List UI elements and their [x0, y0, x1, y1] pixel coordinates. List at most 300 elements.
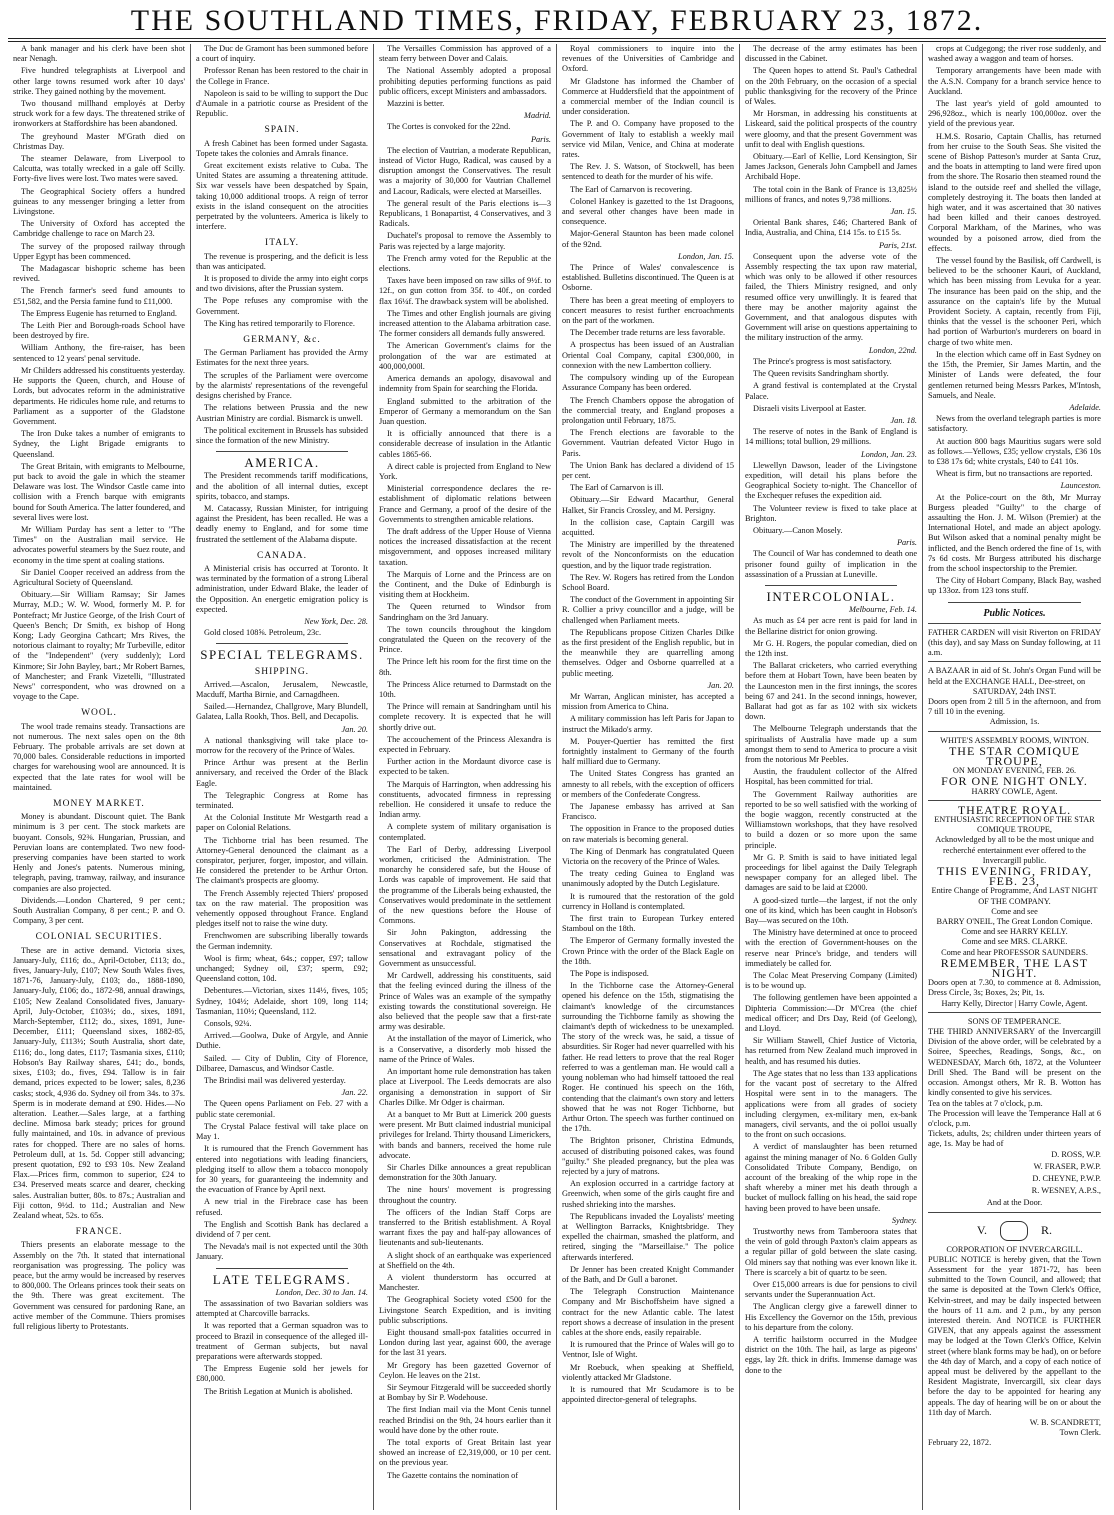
paragraph: Eight thousand small-pox fatalities occurred in London during last year, against 600, the average for the last 31 years.: [379, 1327, 551, 1358]
paragraph: The opposition in France to the proposed duties on raw materials is becoming general.: [562, 824, 734, 844]
notice-admission: Admission, 1s.: [989, 717, 1040, 727]
colonial-heading: COLONIAL SECURITIES.: [35, 932, 163, 943]
public-notices-heading: Public Notices.: [983, 607, 1046, 619]
paragraph: Two thousand millhand employés at Derby struck work for a few days. The threatened strike of ironworkers at Staffordshire has been abandoned.: [13, 99, 185, 129]
paragraph: Mr Warran, Anglican minister, has accepted a mission from America to China.: [562, 691, 734, 712]
paragraph: R. WESNEY, A.P.S.,: [1031, 1186, 1101, 1196]
column-5: [740, 44, 923, 1510]
france-cont: [196, 44, 368, 119]
paragraph: M. Catacassy, Russian Minister, for intriguing against the President, has been recalled. He was a deadly enemy to England, and for some time frustrated the settlement of the Alabama dispute.: [196, 503, 368, 544]
paragraph: The British Legation at Munich is abolished.: [204, 1386, 353, 1396]
jan15-dateline: Jan. 15.: [890, 207, 917, 217]
paragraph: A complete system of military organisation is contemplated.: [379, 822, 551, 842]
paragraph: Frenchwomen are subscribing liberally towards the German indemnity.: [196, 931, 368, 951]
paragraph: The Leith Pier and Borough-roads School have been destroyed by fire.: [13, 321, 185, 341]
paragraph: The Brighton prisoner, Christina Edmunds, accused of distributing poisoned cakes, was found "guilty." She pleaded pregnancy, but the plea was rejected by a jury of matrons.: [562, 1136, 734, 1176]
paragraph: Dr Jenner has been created Knight Commander of the Bath, and Dr Gull a baronet.: [562, 1264, 734, 1284]
paragraph: The Prince of Wales' convalescence is established. Bulletins discontinued. The Queen is at Osborne.: [562, 263, 734, 293]
italy-heading: ITALY.: [265, 238, 299, 249]
paragraph: The Earl of Carnarvon is recovering.: [570, 184, 693, 194]
paragraph: The Japanese embassy has arrived at San Francisco.: [562, 802, 734, 822]
paragraph: The French army voted for the Republic at the elections.: [379, 253, 551, 274]
paragraph: The draft address of the Upper House of Vienna notices the increased dissatisfaction at the recent misgovernment, and opposes increased military taxation.: [379, 526, 551, 567]
paragraph: H.M.S. Rosario, Captain Challis, has returned from her cruise to the South Seas. She visited the scene of Bishop Patteson's murder at Santa Cruz, and the boats in attempting to land were fired upon from the shore. The Rosario then steamed round the island to the outside reef and shelled the village, completely destroying it. The boats then landed at high water, and it was ascertained that 30 natives had been killed and their canoes destroyed. Corporal Markham, of the Marines, who was wounded by a poisoned arrow, died from the effects.: [928, 131, 1101, 253]
paragraph: Taxes have been imposed on raw silks of 9½f. to 12f., on gun cotton from 35f. to 40f., on corded flax 16¼f. The drawback system will be abolished.: [379, 276, 551, 306]
column-2: [191, 44, 374, 1510]
crest: [928, 1221, 1101, 1241]
paragraph: Obituary.—Earl of Kellie, Lord Kensington, Sir James Jackson, Generals John Campbell and James Archibald Hope.: [745, 152, 917, 182]
paragraph: It is rumoured that the Prince of Wales will go to Ventnor, Isle of Wight.: [562, 1340, 734, 1360]
paragraph: Mr G. P. Smith is said to have initiated legal proceedings for libel against the Daily Telegraph newspaper company for an alleged libel. The damages are said to be laid at £2000.: [745, 852, 917, 893]
paragraph: At the Colonial Institute Mr Westgarth read a paper on Colonial Relations.: [196, 813, 368, 833]
paragraph: Mr Gladstone has informed the Chamber of Commerce at Huddersfield that the appointment of a commercial member of the Indian council is under consideration.: [562, 76, 734, 117]
melbourne-items: [745, 616, 917, 1213]
paragraph: The town councils throughout the kingdom congratulated the Queen on the recovery of the Prince.: [379, 624, 551, 655]
theatre-saunders: Come and hear PROFESSOR SAUNDERS.: [941, 947, 1088, 957]
signature: W. B. SCANDRETT,: [1029, 1417, 1101, 1427]
paragraph: The Empress Eugenie sold her jewels for £80,000.: [196, 1364, 368, 1384]
paragraph: A prospectus has been issued of an Australian Oriental Coal Company, capital £300,000, in connexion with the new Lambertton colliery.: [562, 340, 734, 370]
paragraph: The Colac Meat Preserving Company (Limited) is to be wound up.: [745, 971, 917, 991]
col5-items: [745, 44, 917, 205]
paragraph: Obituary.—Sir William Ramsay; Sir James Murray, M.D.; W. W. Wood, formerly M. P. for Pontefract; Mr Justice George, of the Irish Court of Queen's Bench; Dr Smith, ex bishop of Hong Kong; Lady Georgina Cathcart; Mrs Rives, the notorious claimant to royalty; Mr Turbeville, editor of the "Independent" (very suddenly); Lord Kinmore; Sir John Bayley, bart.; Mr Robert Barnes, of Manchester; and Frank Vizetelli, "Illustrated News" correspondent, who was drowned on a voyage to the Cape.: [13, 590, 185, 702]
paragraph: At auction 800 bags Mauritius sugars were sold as follows.—Yellows, £35; yellow crystals, £36 10s to £38 17s 6d; white crystals, £40 to £41 10s.: [928, 436, 1101, 466]
paragraph: Trustworthy news from Tamberoora states that the vein of gold through Paxton's claim appears as a regular pillar of gold between the slate casing. Old miners say that nothing was ever known like it. There is scarcely a bit of quartz to be seen.: [745, 1226, 917, 1277]
notice-doors: Doors open from 2 till 5 in the afternoon, and from 7 till 10 in the evening.: [928, 696, 1101, 717]
paragraph: The Age states that no less than 133 applications for the vacant post of secretary to the Alfred Hospital were sent in to the managers. The applications were from all grades of society including clergymen, ex-military men, ex-bank managers, civil servants, and the oi polloi usually to the front on such occasions.: [745, 1068, 917, 1140]
paragraph: Professor Renan has been restored to the chair in the College in France.: [196, 66, 368, 86]
paris-dateline: Paris.: [530, 134, 551, 144]
london23-dateline: London, Jan. 23.: [860, 449, 917, 459]
paragraph: The general result of the Paris elections is—3 Republicans, 1 Bonapartist, 4 Conservatives, and 3 Radicals.: [379, 198, 551, 229]
paragraph: The American Government's claims for the prolongation of the war are estimated at 400,000,000l.: [379, 341, 551, 371]
temperance-heading: SONS OF TEMPERANCE.: [967, 1016, 1062, 1026]
jan20-dateline: Jan. 20.: [707, 680, 734, 690]
madrid-dateline: Madrid.: [524, 111, 551, 121]
money-heading: MONEY MARKET.: [53, 799, 145, 810]
masthead: THE SOUTHLAND TIMES, FRIDAY, FEBRUARY 23, 1872.: [130, 4, 984, 37]
col4-items2: [562, 263, 734, 679]
paragraph: The compulsory winding up of the European Assurance Company has been ordered.: [562, 373, 734, 393]
paragraph: Sir Daniel Cooper received an address from the Agricultural Society of Queensland.: [13, 567, 185, 587]
shipping-text: [196, 680, 368, 723]
paragraph: The English and Scottish Bank has declared a dividend of 7 per cent.: [196, 1219, 368, 1239]
notice-father-carden: [928, 623, 1101, 662]
paragraph: Colonel Hankey is gazetted to the 1st Dragoons, and several other changes have been made in consequence.: [562, 196, 734, 227]
paragraph: The Duc de Gramont has been summoned before a court of inquiry.: [196, 44, 368, 64]
paragraph: Austin, the fraudulent collector of the Alfred Hospital, has been committed for trial.: [745, 767, 917, 787]
intercolonial-heading: INTERCOLONIAL.: [766, 588, 896, 604]
paragraph: A terrific hailstorm occurred in the Mudgee district on the 10th. The hail, as large as pigeons' eggs, lay 2ft. thick in drifts. Immense damage was done to the: [745, 1334, 917, 1375]
col4-items: [562, 44, 734, 250]
divider: [765, 585, 897, 586]
theatre-doors: Doors open at 7.30, to commence at 8. Admission, Dress Circle, 3s; Boxes, 2s; Pit, 1s.: [928, 978, 1101, 998]
paragraph: The scruples of the Parliament were overcome by the alarmists' representations of the revengeful designs cherished by France.: [196, 370, 368, 401]
col4-items3: [562, 692, 734, 1405]
paragraph: In the Tichborne case the Attorney-General opened his defence on the 15th, stigmatising the claimant's knowledge of the circumstances surrounding the Tichborne family as showing the claimant's depth of wickedness to be unexampled. The story of the wreck was, he said, a tissue of absurdities. Sir Roger had never quarrelled with his father. He read letters to prove that the real Roger referred to was a gentleman man. He would call a young nobleman who had himself tattooed the real Roger. He continued his speech on the 16th, contending that the claimant's own story and letters showed that he was not Roger Tichborne, but Arthur Orton. The speech was further continued on the 17th.: [562, 981, 734, 1134]
london23-items: [745, 461, 917, 536]
paragraph: Disraeli visits Liverpool at Easter.: [753, 403, 867, 413]
paris-last-dateline: Paris.: [896, 538, 917, 548]
london-jan15-dateline: London, Jan. 15.: [677, 251, 734, 261]
paragraph: The Prince's progress is most satisfactory.: [753, 356, 892, 366]
paragraph: It is rumoured that the French Government has entered into negotiations with leading financiers, pledging itself to allow them a tobacco monopoly for 30 years, for guaranteeing the indemnity and the evacuation of France by April next.: [196, 1144, 368, 1195]
shipping-heading: SHIPPING.: [254, 666, 310, 677]
notice-theatre-royal: [928, 800, 1101, 1012]
spain-text: [196, 139, 368, 233]
paragraph: The Ministry are imperilled by the threatened revolt of the Nonconformists on the education question, and by the liquor trade registration.: [562, 540, 734, 570]
paragraph: Ministerial correspondence declares the re-establishment of diplomatic relations between France and Germany, a proof of the desire of the Governments to strengthen amicable relations.: [379, 484, 551, 524]
paragraph: An explosion occurred in a cartridge factory at Greenwich, when some of the girls caught fire and rushed shrieking into the marshes.: [562, 1179, 734, 1209]
paragraph: The officers of the Indian Staff Corps are transferred to the British establishment. A Royal warrant fixes the pay and half-pay allowances of lieutenants and sub-lieutenants.: [379, 1207, 551, 1248]
paragraph: Great excitement exists relative to Cuba. The United States are assuming a threatening attitude. Six war vessels have been despatched by Spain, taking 10,000 additional troops. A reign of terror exists in the island consequent on the atrocities perpetrated by the volunteers. America is likely to interfere.: [196, 161, 368, 232]
paragraph: The Emperor of Germany formally invested the Crown Prince with the order of the Black Eagle on the 18th.: [562, 936, 734, 966]
theatre-director: Harry Kelly, Director | Harry Cowle, Agent.: [941, 998, 1088, 1008]
paragraph: The Ministry have determined at once to proceed with the erection of Government-houses on the reserve near Prince's bridge, and tenders will immediately be called for.: [745, 928, 917, 968]
paragraph: The King has retired temporarily to Florence.: [204, 318, 355, 328]
paragraph: There has been a great meeting of employers to concert measures to resist further encroachments on the part of the workmen.: [562, 295, 734, 326]
madrid-text: The Cortes is convoked for the 22nd.: [387, 122, 511, 132]
paragraph: The Telegraphic Congress at Rome has terminated.: [196, 790, 368, 810]
paragraph: Five hundred telegraphists at Liverpool and other large towns resumed work after 10 days' strike. They gained nothing by the movement.: [13, 66, 185, 96]
paragraph: Mr William Purday has sent a letter to "The Times" on the Australian mail service. He advocates powerful steamers by the Suez route, and economy in the time spent at coaling stations.: [13, 524, 185, 565]
launceston-text: At the Police-court on the 8th, Mr Murray Burgess pleaded "Guilty" to the charge of assaulting the Hon. J. M. Wilson (Premier) at the International Hotel, and made an abject apology. But Wilson asked that a nominal penalty might be inflicted, and the Bench ordered the fine of 1s, with 7s 6d costs. Mr Burgess attributed his discharge from the school inspectorship to the Premier.: [928, 492, 1101, 573]
paragraph: The Crystal Palace festival will take place on May 1.: [196, 1121, 368, 1142]
paragraph: The Geographical Society offers a hundred guineas to any messenger bringing a letter from Livingstone.: [13, 186, 185, 217]
paragraph: The P. and O. Company have proposed to the Government of Italy to establish a weekly mail service vid Milan, Venice, and China at moderate rates.: [562, 119, 734, 160]
paragraph: The Marquis of Harrington, when addressing his constituents, advocated firmness in repressing rebellion. He considered it unsafe to reduce the Indian army.: [379, 779, 551, 820]
paragraph: The vessel found by the Basilisk, off Cardwell, is believed to be the schooner Kauri, of Auckland, which has been missing from Levuka for a year. The insurance has been paid on the ship, and the assurance on the captain's life by the Mutual Provident Society. A captain, recently from Fiji, thinks that the vessel is the schooner Peri, which had portion of Warburton's murderers on board in charge of two white men.: [928, 256, 1101, 347]
paragraph: The French Assembly rejected Thiers' proposed tax on the raw material. The proposition was vehemently opposed throughout France. England pledges itself not to raise the wine duty.: [196, 888, 368, 929]
italy-text: [196, 252, 368, 329]
paragraph: Mr Roebuck, when speaking at Sheffield, violently attacked Mr Gladstone.: [562, 1362, 734, 1382]
paragraph: The Princess Alice returned to Darmstadt on the 10th.: [379, 679, 551, 699]
paragraph: England submitted to the arbitration of the Emperor of Germany a memorandum on the San Juan question.: [379, 396, 551, 426]
paragraph: Sir Charles Dilke announces a great republican demonstration for the 30th January.: [379, 1162, 551, 1183]
spain-heading: SPAIN.: [264, 125, 300, 136]
paragraph: The Madagascar bishopric scheme has been revived.: [13, 264, 185, 284]
paragraph: Dividends.—London Chartered, 9 per cent.; South Australian Company, 8 per cent.; P. and O. Company, 3 per cent.: [13, 895, 185, 926]
paragraph: The Brindisi mail was delivered yesterday.: [204, 1076, 346, 1086]
paragraph: Further action in the Mordaunt divorce case is expected to be taken.: [379, 757, 551, 777]
paragraph: It was reported that a German squadron was to proceed to Brazil in consequence of the alleged ill-treatment of German subjects, but naval preparations were afterwards stopped.: [196, 1321, 368, 1361]
jan15-text: Oriental Bank shares, £46; Chartered Bank of India, Australia, and China, £14 15s. to £15 5s.: [745, 218, 917, 238]
paragraph: America demands an apology, disavowal and indemnity from Spain for searching the Florida.: [379, 374, 551, 394]
paragraph: It is proposed to divide the army into eight corps and two divisions, after the Prussian system.: [196, 274, 368, 294]
paragraph: The Republicans propose Citizen Charles Dilke as the first president of the English republic, but in the meanwhile they are quarrelling among themselves. Odger and Osborne quarrelled at a public meeting.: [562, 627, 734, 678]
paragraph: The University of Oxford has accepted the Cambridge challenge to race on March 23.: [13, 219, 185, 239]
paragraph: The Queen hopes to attend St. Paul's Cathedral on the 20th February, on the occasion of a special public thanksgiving for the recovery of the Prince of Wales.: [745, 66, 917, 107]
paragraph: The steamer Delaware, from Liverpool to Calcutta, was totally wrecked in a gale off Scilly. Forty-five lives were lost. Two mates were saved.: [13, 154, 185, 184]
paragraph: The Queen opens Parliament on Feb. 27 with a public state ceremonial.: [196, 1099, 368, 1119]
paragraph: The Iron Duke takes a number of emigrants to Sydney, the Light Brigade emigrants to Queensland.: [13, 429, 185, 459]
paragraph: The King of Denmark has congratulated Queen Victoria on the recovery of the Prince of Wales.: [562, 846, 734, 867]
paragraph: Temporary arrangements have been made with the A.S.N. Company for a branch service hence to Auckland.: [928, 66, 1101, 96]
theatre-programme: Entire Change of Programme, And LAST NIGHT OF THE COMPANY.: [931, 886, 1098, 906]
paragraph: A military commission has left Paris for Japan to instruct the Mikado's army.: [562, 714, 734, 734]
paragraph: The Anglican clergy give a farewell dinner to His Excellency the Governor on the 15th, previous to his departure from the colony.: [745, 1302, 917, 1332]
paragraph: At the installation of the mayor of Limerick, who is a Conservative, a disorderly mob hissed the name of the Prince of Wales.: [379, 1034, 551, 1064]
paragraph: Obituary.—Canon Mosely.: [753, 525, 843, 535]
paragraph: The December trade returns are less favorable.: [570, 328, 726, 338]
paragraph: The following gentlemen have been appointed a Diphteria Commission:—Dr M'Crea (the chief medical officer; and Drs Day, Reid (of Geelong), and Lloyd.: [745, 993, 917, 1034]
france-heading: FRANCE.: [75, 1227, 123, 1238]
theatre-evening: THIS EVENING, FRIDAY, FEB. 23,: [936, 864, 1092, 889]
adelaide-dateline: Adelaide.: [1069, 402, 1101, 412]
paragraph: The President recommends tariff modifications, and the abolition of all internal duties, except spirits, tobacco, and stamps.: [196, 471, 368, 501]
paragraph: News from the overland telegraph parties is more satisfactory.: [928, 414, 1101, 434]
paragraph: Money is abundant. Discount quiet. The Bank minimum is 3 per cent. The stock markets are buoyant. Consols, 92⅜. Hungarian, Prussian, and Peruvian loans are contemplated. Two new food-preserving companies have been started to work Henly and Jones's patents. Numerous mining, telegraph, paving, tramway, railway, and insurance companies are also projected.: [13, 812, 185, 893]
notice-bazaar: [928, 661, 1101, 730]
paragraph: Consols, 92¼.: [204, 1019, 252, 1029]
paragraph: Prince Arthur was present at the Berlin anniversary, and received the Order of the Black Eagle.: [196, 758, 368, 788]
paragraph: The French Chambers oppose the abrogation of the commercial treaty, and England proposes a prolongation until February, 1875.: [562, 395, 734, 425]
paragraph: It is rumoured that Mr Scudamore is to be appointed director-general of telegraphs.: [562, 1384, 734, 1405]
paragraph: The Geographical Society voted £500 for the Livingstone Search Expedition, and is inviting public subscriptions.: [379, 1295, 551, 1325]
paris-last-text: The Council of War has condemned to death one prisoner found guilty of implication in the assassination of a Prussian at Luneville.: [745, 549, 917, 579]
paragraph: The relations between Prussia and the new Austrian Ministry are cordial. Bismarck is unwell.: [196, 403, 368, 423]
notice-temperance: [928, 1012, 1101, 1212]
theatre-remember: REMEMBER, THE LAST NIGHT.: [940, 955, 1089, 981]
paragraph: A new trial in the Firebrace case has been refused.: [196, 1197, 368, 1217]
corporation-heading: CORPORATION OF INVERCARGILL.: [946, 1244, 1083, 1254]
telegrams-text: [196, 736, 368, 1087]
divider: [216, 643, 348, 644]
paragraph: The decrease of the army estimates has been discussed in the Cabinet.: [745, 44, 917, 64]
paragraph: Duchatel's proposal to remove the Assembly to Paris was rejected by a large majority.: [379, 231, 551, 251]
dateline-jan20: Jan. 20.: [341, 724, 368, 734]
america-text: [196, 471, 368, 544]
paragraph: A good-sized turtle—the largest, if not the only one of its kind, which has been caught in Hobson's Bay—was secured on the 10th.: [745, 895, 917, 926]
late-dateline: London, Dec. 30 to Jan. 14.: [275, 1287, 368, 1297]
paragraph: The Rev. J. S. Watson, of Stockwell, has been sentenced to death for the murder of his wife.: [562, 162, 734, 182]
notice-corporation: [928, 1212, 1101, 1452]
wool-heading: WOOL.: [81, 708, 117, 719]
colonial-text: These are in active demand. Victoria sixes, January-July, £116; do., April-October, £113; do., fives, January-July, £107; New South Wales fives, 1871-76, January-July, £103; do., 1888-1890, January-July, £106; do., 1872-98, annual drawings, £105; New Zealand Consolidated fives, January-April, July-October, £103½; do., sixes, 1891, March-September, £112; do., sixes, 1891, June-December, £111; Queensland sixes, 1882-85, January-July, £113½; South Australia, short date, £116; do., long dates, £117; Tasmania sixes, £110; Hobson's Bay Railway shares, £41; do., bonds, sixes, £103; do., fives, £94. Tallow is in fair demand, prices expected to be lower; sales, 8,236 casks; stock, 4,936 do. Sydney oil from 34s. to 37s. Sperm is in moderate demand at £90. Hides.—No alteration. Leather.—Sales large, at a farthing decline. Mimosa bark steady; prices for ground fully maintained, and 10s. in advance of previous rates for chopped. There are no sales of horns. Petroleum dull, at 1s. 5d. Copper still advancing; present quotation, £92 to £93 10s. New Zealand Flax.—Prices firm, common to superior, £24 to £34. Preserved meats scarce and dearer, checking sales. Australian butter, 80s. to 87s.; Australian and Fiji cotton, 9½d. to 11d.; Australian and New Zealand wheat, 52s. to 65s.: [13, 945, 185, 1220]
paragraph: The Great Britain, with emigrants to Melbourne, put back to avoid the gale in which the steamer Delaware was lost. The Windsor Castle came into collision with a French barque with emigrants bound for South America. The latter foundered, and several lives were lost.: [13, 461, 185, 522]
temperance-tea: Tea on the tables at 7 o'clock, p.m.: [928, 1098, 1043, 1108]
paragraph: The conduct of the Government in appointing Sir R. Collier a privy councillor and a judge, will be challenged when Parliament meets.: [562, 595, 734, 625]
paragraph: It is rumoured that the restoration of the gold currency in Holland is contemplated.: [562, 891, 734, 911]
theatre-barry: BARRY O'NEIL, The Great London Comique.: [936, 917, 1093, 927]
sydney-dateline: Sydney.: [891, 1215, 917, 1225]
paragraph: The Versailles Commission has approved of a steam ferry between Dover and Calais.: [379, 44, 551, 64]
theatre-acknowledged: Acknowledged by all to be the most unique and recherché entertainment ever offered to the Invercargill public.: [935, 835, 1094, 865]
paragraph: The Marquis of Lorne and the Princess are on the Continent, and the Duke of Edinburgh is visiting them at Hockheim.: [379, 569, 551, 600]
paragraph: The Nevada's mail is not expected until the 30th January.: [196, 1242, 368, 1262]
paragraph: Over £15,000 arrears is due for pensions to civil servants under the Superannuation Act.: [745, 1279, 917, 1300]
germany-heading: GERMANY, &c.: [243, 335, 321, 346]
paragraph: The revenue is prospering, and the deficit is less than was anticipated.: [196, 251, 368, 271]
paragraph: The Prince left his room for the first time on the 8th.: [379, 657, 551, 677]
paragraph: Sir John Pakington, addressing the Conservatives at Rochdale, stigmatised the sensational and extravagant policy of the Government as unsuccessful.: [379, 928, 551, 969]
paragraph: The accouchement of the Princess Alexandra is expected in February.: [379, 734, 551, 754]
paragraph: W. FRASER, P.W.P.: [1033, 1161, 1101, 1171]
troupe-title: THE STAR COMIQUE TROUPE,: [948, 743, 1081, 768]
paragraph: A national thanksgiving will take place to-morrow for the recovery of the Prince of Wales.: [196, 735, 368, 755]
paragraph: The political excitement in Brussels has subsided since the formation of the new Ministry.: [196, 425, 368, 445]
paragraph: The Gazette contains the nomination of: [387, 1470, 519, 1480]
paragraph: The Empress Eugenie has returned to England.: [21, 308, 177, 318]
columns: [8, 44, 1106, 1510]
paragraph: Debentures.—Victorian, sixes 114½, fives, 105; Sydney, 104½; Adelaide, short 109, long 114; Tasmanian, 110½; Queensland, 112.: [196, 986, 368, 1016]
paragraph: The last year's yield of gold amounted to 296,928oz., which is nearly 100,000oz. over the yield of the previous year.: [928, 99, 1101, 129]
late-telegrams-heading: LATE TELEGRAMS.: [212, 1271, 352, 1287]
paragraph: The Times and other English journals are giving increased attention to the Alabama arbitration case. The former considers all demands fully answered.: [379, 308, 551, 339]
money-text: [13, 812, 185, 926]
paragraph: The Melbourne Telegraph understands that the spiritualists of Australia have made up a sum amongst them to send to America to procure a visit from the notorious Mr Peebles.: [745, 724, 917, 764]
paragraph: The Pope refuses any compromise with the Government.: [196, 296, 368, 316]
paragraph: The Queen returned to Windsor from Sandringham on the 3rd January.: [379, 602, 551, 622]
rooms-title: WHITE'S ASSEMBLY ROOMS, WINTON.: [940, 735, 1089, 745]
paragraph: The Rev. W. Rogers has retired from the London School Board.: [562, 572, 734, 592]
col6-items: [928, 44, 1101, 401]
paragraph: Major-General Staunton has been made colonel of the 92nd.: [562, 229, 734, 249]
paragraph: The nine hours' movement is progressing throughout the country.: [379, 1185, 551, 1205]
paragraph: As much as £4 per acre rent is paid for land in the Bellarine district for onion growing.: [745, 616, 917, 636]
theatre-title: THEATRE ROYAL.: [957, 802, 1072, 817]
public-notice-text: PUBLIC NOTICE is hereby given, that the Town Assessment for the year 1871-72, has been submitted to the Town Council, and allowed; that the same is deposited at the Town Clerk's Office, Kelvin-street, and may be daily inspected between the hours of 11 a.m. and 2 p.m., by any person interested therein. And NOTICE is FURTHER GIVEN, that any appeals against the assessment may be lodged at the Town Clerk's Office, Kelvin street (where blank forms may be had), on or before the 4th day of March, and a copy of each notice of appeal must be delivered by the appellant to the Resident Magistrate, Invercargill, six clear days before the day to be appointed for hearing any appeals. The day of hearing will be on or about the 11th day of March.: [928, 1254, 1101, 1417]
crest-left: V.: [976, 1222, 988, 1237]
paragraph: A bank manager and his clerk have been shot near Nenagh.: [13, 44, 185, 64]
paragraph: The treaty ceding Guinea to England was unanimously adopted by the Dutch Legislature.: [562, 869, 734, 889]
ny-dateline: New York, Dec. 28.: [304, 616, 368, 626]
coat-of-arms-icon: [1000, 1221, 1028, 1241]
notice-date: February 22, 1872.: [928, 1438, 992, 1448]
paragraph: Mazzini is better.: [387, 99, 445, 109]
paragraph: The Telegraph Construction Maintenance Company and Mr Bischoffsheim have signed a contract for the new Atlantic cable. The latest report shows a decrease of insulation in the present cables at the shore ends, easily repairable.: [562, 1287, 734, 1337]
column-4: [557, 44, 740, 1510]
notice-text: A BAZAAR in aid of St. John's Organ Fund will be held at the EXCHANGE HALL, Dee-street, on: [928, 666, 1101, 686]
town-clerk: Town Clerk.: [1059, 1428, 1101, 1438]
london22-dateline: London, 22nd.: [868, 345, 917, 355]
notice-assembly-rooms: [928, 731, 1101, 800]
paragraph: Sailed.—Hernandez, Challgrove, Mary Blundell, Galatea, Lalla Rookh, Thos. Bell, and Decapolis.: [196, 702, 368, 722]
theatre-clarke: Come and see MRS. CLARKE.: [961, 937, 1068, 947]
paragraph: The French farmer's seed fund amounts to £51,582, and the Persia famine fund to £11,000.: [13, 286, 185, 306]
col3-items: [379, 44, 551, 109]
column-6: [923, 44, 1106, 1510]
jan18-dateline: Jan. 18.: [890, 415, 917, 425]
paragraph: Arrived.—Goolwa, Duke of Argyle, and Annie Duthie.: [196, 1031, 368, 1051]
paragraph: Obituary.—Sir Edward Macarthur, General Halket, Sir Francis Crossley, and M. Persigny.: [562, 495, 734, 515]
paragraph: An important home rule demonstration has taken place at Liverpool. The Leeds democrats are also organising a demonstration in support of Sir Charles Dilke. Mr Odger is chairman.: [379, 1067, 551, 1107]
theatre-come-see: Come and see: [991, 906, 1038, 916]
paragraph: D. CHEYNE, P.W.P.: [1032, 1173, 1101, 1183]
hobart-text: The City of Hobart Company, Black Bay, washed up 133oz. from 123 tons stuff.: [928, 576, 1101, 596]
paragraph: Sir Seymour Fitzgerald will be succeeded shortly at Bombay by Sir P. Wodehouse.: [379, 1382, 551, 1403]
masthead-rule: [8, 38, 1106, 39]
paragraph: A slight shock of an earthquake was experienced at Sheffield on the 4th.: [379, 1250, 551, 1270]
late-text: [196, 1299, 368, 1397]
paragraph: A direct cable is projected from England to New York.: [379, 461, 551, 481]
paris-items: [379, 146, 551, 1481]
melbourne-dateline: Melbourne, Feb. 14.: [849, 605, 917, 615]
paragraph: The National Assembly adopted a proposal prohibiting deputies performing functions as paid public officers, except Ministers and ambassadors.: [379, 66, 551, 96]
paragraph: Arrived.—Ascalon, Jerusalem, Newcastle, Macduff, Martha Birnie, and Carnagdheen.: [196, 679, 368, 699]
temperance-text: THE THIRD ANNIVERSARY of the Invercargill Division of the above order, will be celebrated by a Soiree, Speeches, Readings, Songs, &c., on WEDNESDAY, March 6th, 1872, at the Volunteer Drill Shed. The Band will be present on the occasion. Amongst others, Mr R. B. Wotton has kindly consented to give his services.: [928, 1027, 1101, 1098]
paragraph: A grand festival is contemplated at the Crystal Palace.: [745, 381, 917, 401]
launceston-dateline: Launceston.: [1060, 481, 1101, 491]
paragraph: The Earl of Derby, addressing Liverpool workmen, criticised the Administration. The monarchy he considered safe, but the House of Lords was capable of improvement. He said that the programme of the Liberals being exhausted, the Conservatives would predominate in the settlement of the new questions before the House of Commons.: [379, 844, 551, 926]
jan18-text: The reserve of notes in the Bank of England is 14 millions; total bullion, 29 millions.: [745, 427, 917, 447]
theatre-reception: ENTHUSIASTIC RECEPTION OF THE STAR COMIQUE TROUPE,: [934, 815, 1095, 835]
paris21-text: Consequent upon the adverse vote of the Assembly respecting the tax upon raw material, which was only to be allowed if other resources failed, the Thiers Ministry resigned, and only resumed office very unwillingly. It is feared that there may be another majority against the Government, and that analogous disputes with Government will arise on questions appertaining to the military instruction of the army.: [745, 251, 917, 343]
canada-text: A Ministerial crisis has occurred at Toronto. It was terminated by the formation of a strong Liberal administration, under Edward Blake, the leader of the Opposition. An energetic emigration policy is expected.: [196, 563, 368, 614]
paragraph: Mr Horsman, in addressing his constituents at Liskeard, said the political prospects of the country were gloomy, and that the present Government was unfit to deal with English questions.: [745, 109, 917, 149]
paragraph: The Pope is indisposed.: [570, 969, 649, 979]
paragraph: The Republicans invaded the Loyalists' meeting at Wellington Barracks, Knightsbridge. They expelled the chairman, smashed the platform, and retired, singing the "Marseillaise." The police afterwards interfered.: [562, 1211, 734, 1262]
london22-items: [745, 357, 917, 414]
paragraph: The total exports of Great Britain last year showed an increase of £2,319,000, or 10 per cent. on the previous year.: [379, 1438, 551, 1468]
paragraph: The greyhound Master M'Grath died on Christmas Day.: [13, 131, 185, 151]
notice-text: FATHER CARDEN will visit Riverton on FRIDAY (this day), and say Mass on Sunday following, at 11 a.m.: [928, 627, 1101, 658]
column-1: [8, 44, 191, 1510]
paragraph: Wheat is firm, but no transactions are reported.: [936, 469, 1093, 479]
paragraph: D. ROSS, W.P.: [1051, 1149, 1101, 1159]
temperance-door: And at the Door.: [986, 1198, 1043, 1208]
temperance-tickets: Tickets, adults, 2s; children under thirteen years of age, 1s. May be had of: [928, 1129, 1101, 1149]
divider: [216, 1268, 348, 1269]
paragraph: The first Indian mail via the Mont Cenis tunnel reached Brindisi on the 9th, 24 hours earlier than it would have done by the other route.: [379, 1405, 551, 1435]
paragraph: The Government Railway authorities are reported to be so well satisfied with the working of the bogie waggon, recently constructed at the Williamstown workshops, that they have resolved to build a dozen or so more upon the same principle.: [745, 789, 917, 850]
germany-text: [196, 348, 368, 446]
special-telegrams-heading: SPECIAL TELEGRAMS.: [200, 647, 364, 663]
temperance-names: [928, 1150, 1101, 1197]
paragraph: Mr Gregory has been gazetted Governor of Ceylon. He leaves on the 21st.: [379, 1360, 551, 1380]
divider: [948, 602, 1081, 603]
temperance-procession: The Procession will leave the Temperance Hall at 6 o'clock, p.m.: [928, 1108, 1101, 1128]
paragraph: In the collision case, Captain Cargill was acquitted.: [562, 517, 734, 537]
paragraph: A violent thunderstorm has occurred at Manchester.: [379, 1272, 551, 1293]
paragraph: Llewellyn Dawson, leader of the Livingstone expedition, will detail his plans before the Geographical Society to-night. The Chancellor of the Exchequer refuses the expedition aid.: [745, 460, 917, 501]
paragraph: The Union Bank has declared a dividend of 15 per cent.: [562, 460, 734, 480]
paragraph: Mr G. H. Rogers, the popular comedian, died on the 12th inst.: [745, 638, 917, 658]
paragraph: The French elections are favorable to the Government. Vautrian defeated Victor Hugo in Paris.: [562, 428, 734, 458]
paragraph: The assassination of two Bavarian soldiers was attempted at Charcoville barracks.: [196, 1298, 368, 1319]
wool-text: The wool trade remains steady. Transactions are not numerous. The next sales open on the 8th February. The probable arrivals are set down at 70,000 bales. Considerable reductions in imported charges for warehousing wool are announced. It is expected that the late rates for wool will be maintained.: [13, 721, 185, 792]
sydney-items: [745, 1227, 917, 1376]
paragraph: The Earl of Carnarvon is ill.: [570, 483, 664, 493]
paragraph: The Volunteer review is fixed to take place at Brighton.: [745, 503, 917, 523]
paragraph: The total coin in the Bank of France is 13,825½ millions of francs, and notes 9,738 millions.: [745, 184, 917, 204]
paragraph: It is officially announced that there is a considerable decrease of insulation in the Atlantic cables 1865-66.: [379, 429, 551, 459]
paragraph: A fresh Cabinet has been formed under Sagasta. Topete takes the colonies and Amrals finance.: [196, 138, 368, 158]
paragraph: The survey of the proposed railway through Upper Egypt has been commenced.: [13, 241, 185, 261]
paragraph: Napoleon is said to be willing to support the Duc d'Aumale in a patriotic course as President of the Republic.: [196, 88, 368, 119]
paragraph: The Queen revisits Sandringham shortly.: [753, 369, 889, 379]
dateline-jan22: Jan. 22.: [341, 1088, 368, 1098]
column-3: [374, 44, 557, 1510]
one-night: FOR ONE NIGHT ONLY.: [941, 774, 1088, 789]
ny-text: Gold closed 108⅝. Petroleum, 23c.: [204, 628, 322, 638]
canada-heading: CANADA.: [256, 550, 307, 561]
paragraph: The first train to European Turkey entered Stamboul on the 18th.: [562, 914, 734, 934]
america-heading: AMERICA.: [244, 455, 320, 471]
paragraph: The Tichborne trial has been resumed. The Attorney-General denounced the claimant as a conspirator, perjurer, forger, impostor, and villain. He considered the pretender to be Arthur Orton. The claimant's prospects are gloomy.: [196, 835, 368, 886]
paragraph: Sir William Stawell, Chief Justice of Victoria, has returned from New Zealand much improved in health, and has resumed his duties.: [745, 1036, 917, 1066]
paragraph: Mr Childers addressed his constituents yesterday. He supports the Queen, church, and House of Lords, but advocates reform in the administrative departments. He ridicules home rule, and returns to Parliament as a supporter of the Gladstone Government.: [13, 365, 185, 426]
crest-right: R.: [1041, 1222, 1053, 1237]
france-text: Thiers presents an elaborate message to the Assembly on the 7th. It stated that international reorganisation was progressing. The policy was peace, but the army would be increased by reserves to 800,000. The Orleans princes took their seats on the 9th. There was great excitement. The Government was censured for pardoning Rane, an active member of the Commune. Thiers promises full religious liberty to Protestants.: [13, 1240, 185, 1331]
adelaide-items: [928, 414, 1101, 479]
paragraph: At a banquet to Mr Butt at Limerick 200 guests were present. Mr Butt claimed industrial municipal privileges for Ireland. Thirty thousand Limerickers, with bands and banners, received the home rule advocate.: [379, 1109, 551, 1160]
paragraph: In the election which came off in East Sydney on the 15th, the Premier, Sir James Martin, and the Minister of Lands were defeated, the four gentlemen returned being Messrs Parkes, M'Intosh, Samuels, and Neale.: [928, 349, 1101, 400]
paris21-dateline: Paris, 21st.: [878, 240, 917, 250]
paragraph: The Prince will remain at Sandringham until his complete recovery. It is expected that he will shortly drive out.: [379, 702, 551, 732]
divider: [216, 451, 348, 452]
paragraph: William Anthony, the fire-raiser, has been sentenced to 12 years' penal servitude.: [13, 343, 185, 363]
